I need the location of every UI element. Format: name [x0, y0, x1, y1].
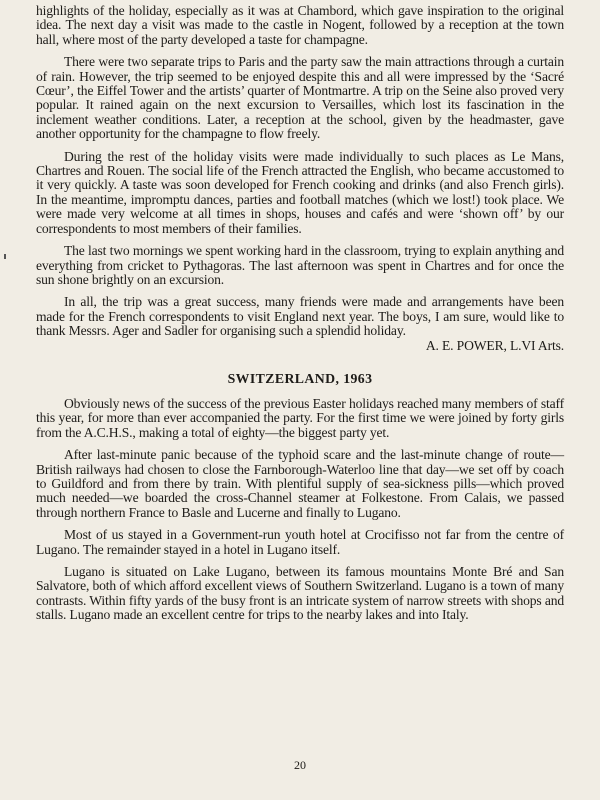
paragraph: Most of us stayed in a Government-run youth hotel at Crocifisso not far from the centre of Lugano. The remainder stayed in a hotel in Lugano itself.: [36, 527, 564, 557]
paragraph: Lugano is situated on Lake Lugano, between its famous mountains Monte Bré and San Salvatore, both of which afford excellent views of Southern Switzerland. Lugano is a town of many contrasts. Within fifty yards of the busy front is an intricate system of narrow streets with shops and stalls. Lugano made an excellent centre for trips to the nearby lakes and into Italy.: [36, 564, 564, 623]
article-france-trip: [36, 4, 564, 353]
author-signature: A. E. POWER, L.VI Arts.: [425, 337, 564, 353]
paragraph: During the rest of the holiday visits were made individually to such places as Le Mans, Chartres and Rouen. The social life of the French attracted the English, who became accustomed to it very quickly. A taste was soon developed for French cooking and drinks (and also French girls). In the meantime, impromptu dances, parties and football matches (which we lost!) took place. We were made very welcome at all times in shops, houses and cafés and were ‘shown off’ by our correspondents to most members of their families.: [36, 148, 564, 236]
paragraph: The last two mornings we spent working hard in the classroom, trying to explain anything and everything from cricket to Pythagoras. The last afternoon was spent in Chartres and for once the sun shone brightly on an excursion.: [36, 243, 564, 287]
margin-mark: [4, 254, 6, 259]
paragraph: Obviously news of the success of the previous Easter holidays reached many members of staff this year, for more than ever accompanied the party. For the first time we were joined by forty girls from the A.C.H.S., making a total of eighty—the biggest party yet.: [36, 395, 564, 440]
section-heading: SWITZERLAND, 1963: [227, 370, 373, 386]
paragraph: After last-minute panic because of the typhoid scare and the last-minute change of route—British railways had chosen to close the Farnborough-Waterloo line that day—we set off by coach to Guildford and from there by train. With plentiful supply of sea-sickness pills—which proved much needed—we boarded the cross-Channel steamer at Folkestone. From Calais, we passed through northern France to Basle and Lucerne and finally to Lugano.: [36, 447, 564, 520]
paragraph: highlights of the holiday, especially as it was at Chambord, which gave inspiration to the original idea. The next day a visit was made to the castle in Nogent, followed by a reception at the town hall, where most of the party developed a taste for champagne.: [36, 3, 564, 47]
page-number: 20: [294, 758, 306, 772]
paragraph: There were two separate trips to Paris and the party saw the main attractions through a curtain of rain. However, the trip seemed to be enjoyed despite this and all were impressed by the ‘Sacré Cœur’, the Eiffel Tower and the artists’ quarter of Montmartre. A trip on the Seine also proved very popular. It rained again on the next excursion to Versailles, which lost its fascination in the inclement weather conditions. Later, a reception at the school, given by the headmaster, gave another opportunity for the champagne to flow freely.: [36, 54, 564, 142]
paragraph-text: In all, the trip was a great success, many friends were made and arrangements have been made for the French correspondents to visit England next year. The boys, I am sure, would like to thank Messrs. Ager and Sadler for organising such a splendid holiday.: [36, 294, 564, 339]
paragraph: [36, 295, 564, 353]
article-switzerland: [36, 371, 564, 623]
